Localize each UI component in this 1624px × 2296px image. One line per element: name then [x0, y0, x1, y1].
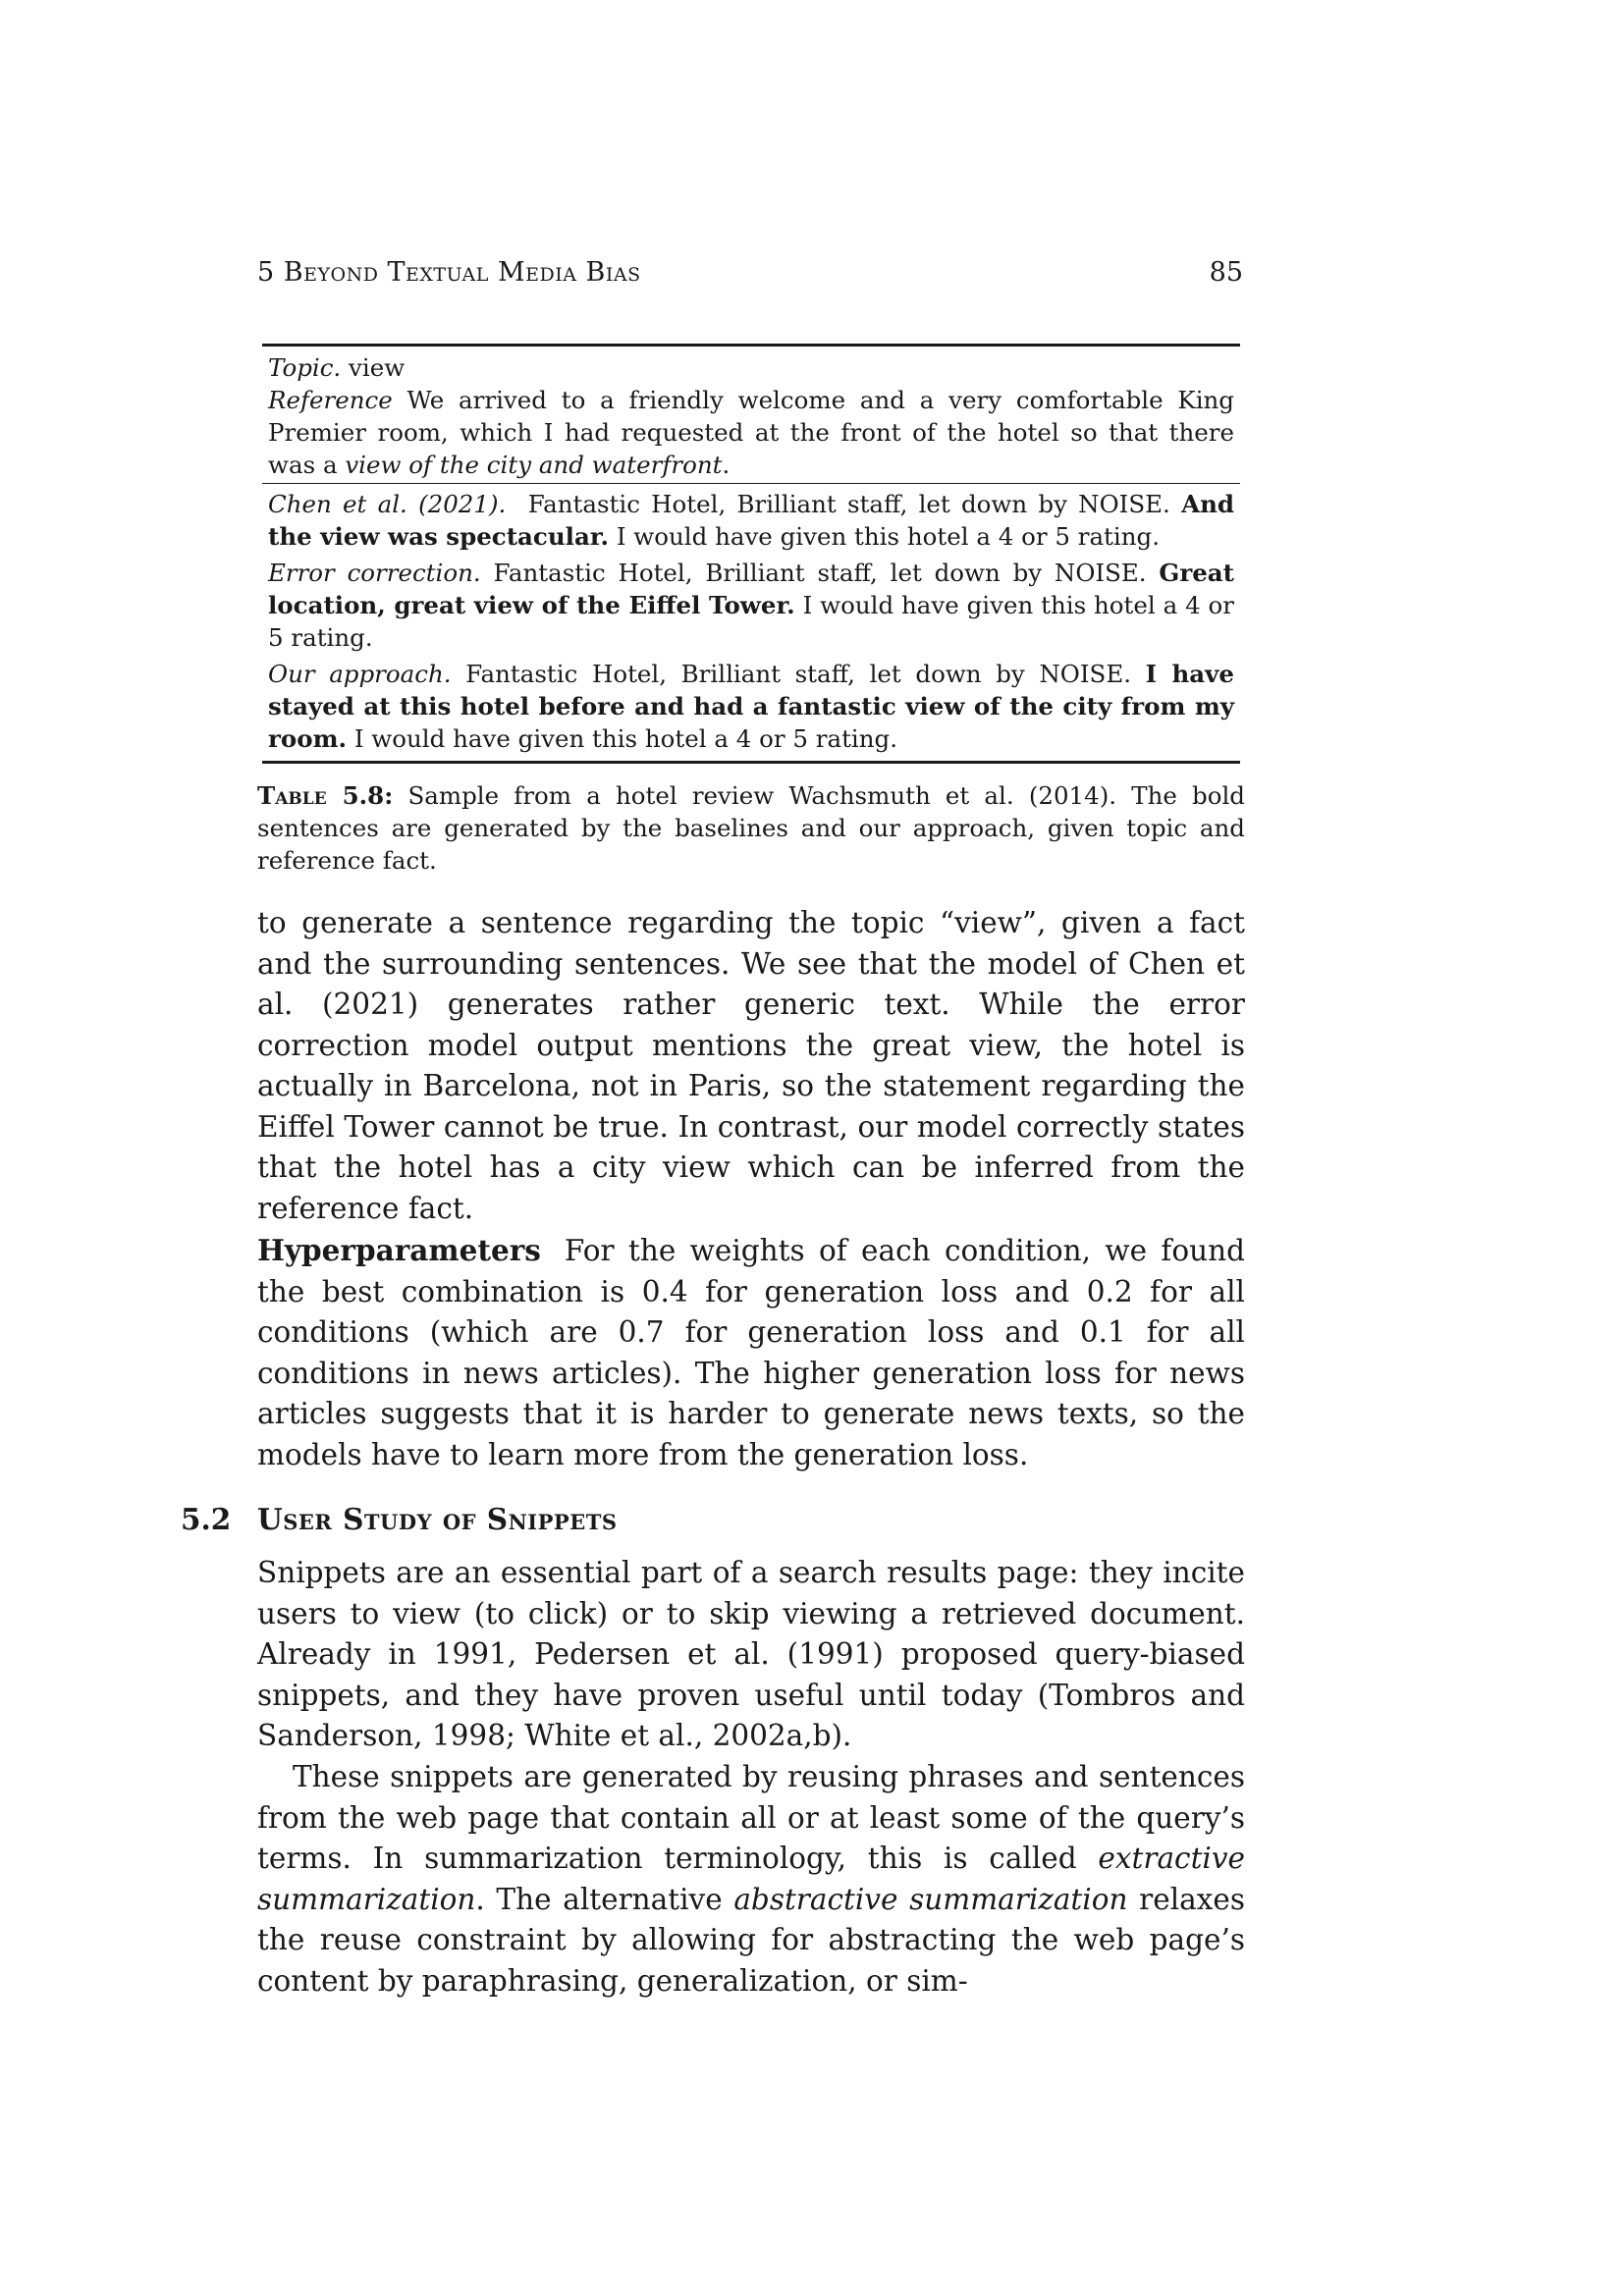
table-caption — [257, 779, 1245, 877]
table-row — [262, 553, 1240, 654]
reference-end: . — [722, 451, 731, 479]
row-generated: Great location, great view of the Eiffel Tower. — [268, 559, 1235, 619]
table-reference-cell — [262, 347, 1240, 483]
row-label: Chen et al. (2021). — [268, 490, 507, 518]
sample-table — [262, 344, 1240, 764]
running-head — [257, 257, 1243, 288]
row-text: Fantastic Hotel, Brilliant staff, let down by NOISE. — [527, 490, 1170, 518]
paragraph-snippets-intro: Snippets are an essential part of a search results page: they incite users to view (to click) or to skip viewing a retrieved document. Already in 1991, Pedersen et al. (1991) proposed query-biased snippets, and they have proven useful until today (Tombros and Sanderson, 1998; White et al., 2002a,b). — [257, 1556, 1245, 1752]
section-title: User Study of Snippets — [257, 1502, 618, 1536]
row-text-after: I would have given this hotel a 4 or 5 rating. — [616, 522, 1160, 551]
paragraph-text: . The alternative — [475, 1882, 723, 1916]
paragraph-text: relaxes the reuse constraint by allowing for abstracting the web page’s content by paraphrasing, generalization, or sim- — [257, 1882, 1245, 1998]
term-abstractive: abstractive summarization — [733, 1882, 1128, 1916]
section-heading — [181, 1502, 1245, 1536]
row-label: Our approach. — [268, 660, 452, 688]
reference-text: We arrived to a friendly welcome and a very comfortable King Premier room, which I had requested at the front of the hotel so that there was a — [268, 386, 1234, 479]
caption-label: Table 5.8: — [257, 781, 394, 810]
page-number: 85 — [1209, 257, 1243, 288]
reference-label: Reference — [268, 386, 393, 414]
row-generated: And the view was spectacular. — [268, 490, 1235, 551]
row-generated: I have stayed at this hotel before and had a fantastic view of the city from my room. — [268, 660, 1234, 753]
row-text: Fantastic Hotel, Brilliant staff, let down by NOISE. — [465, 660, 1132, 688]
row-text: Fantastic Hotel, Brilliant staff, let down by NOISE. — [493, 559, 1147, 587]
reference-line — [268, 384, 1234, 481]
paragraph-heading: Hyperparameters — [257, 1233, 541, 1267]
row-text-after: I would have given this hotel a 4 or 5 rating. — [268, 591, 1234, 652]
paragraph-text: For the weights of each condition, we found the best combination is 0.4 for generation loss and 0.2 for all conditions (which are 0.7 for generation loss and 0.1 for all conditions in news articles). The higher generation loss for news articles suggests that it is harder to generate news texts, so the models have to learn more from the generation loss. — [257, 1234, 1245, 1471]
caption-text: Sample from a hotel review Wachsmuth et al. (2014). The bold sentences are generated by the baselines and our approach, given topic and reference fact. — [257, 781, 1245, 875]
chapter-title: 5 Beyond Textual Media Bias — [257, 257, 641, 288]
topic-label: Topic. — [268, 353, 342, 382]
table-row — [262, 654, 1240, 761]
reference-italic: view of the city and waterfront — [345, 451, 723, 479]
row-label: Error correction. — [268, 559, 481, 587]
table-row — [262, 484, 1240, 553]
section-number: 5.2 — [181, 1502, 232, 1536]
paragraph-text: These snippets are generated by reusing phrases and sentences from the web page that contain all or at least some of the query’s terms. In summarization terminology, this is called — [257, 1760, 1245, 1875]
table-bottom-rule — [262, 761, 1240, 764]
topic-value: view — [349, 353, 406, 382]
paragraph-snippets-generation — [257, 1757, 1245, 2002]
topic-line — [268, 351, 1234, 384]
paragraph-hyperparameters — [257, 1230, 1245, 1475]
term-extractive: extractive summarization — [257, 1842, 1245, 1916]
paragraph-discussion: to generate a sentence regarding the topic “view”, given a fact and the surrounding sentences. We see that the model of Chen et al. (2021) generates rather generic text. While the error correction model output mentions the great view, the hotel is actually in Barcelona, not in Paris, so the statement regarding the Eiffel Tower cannot be true. In contrast, our model correctly states that the hotel has a city view which can be inferred from the reference fact. — [257, 906, 1245, 1225]
row-text-after: I would have given this hotel a 4 or 5 rating. — [353, 724, 898, 753]
